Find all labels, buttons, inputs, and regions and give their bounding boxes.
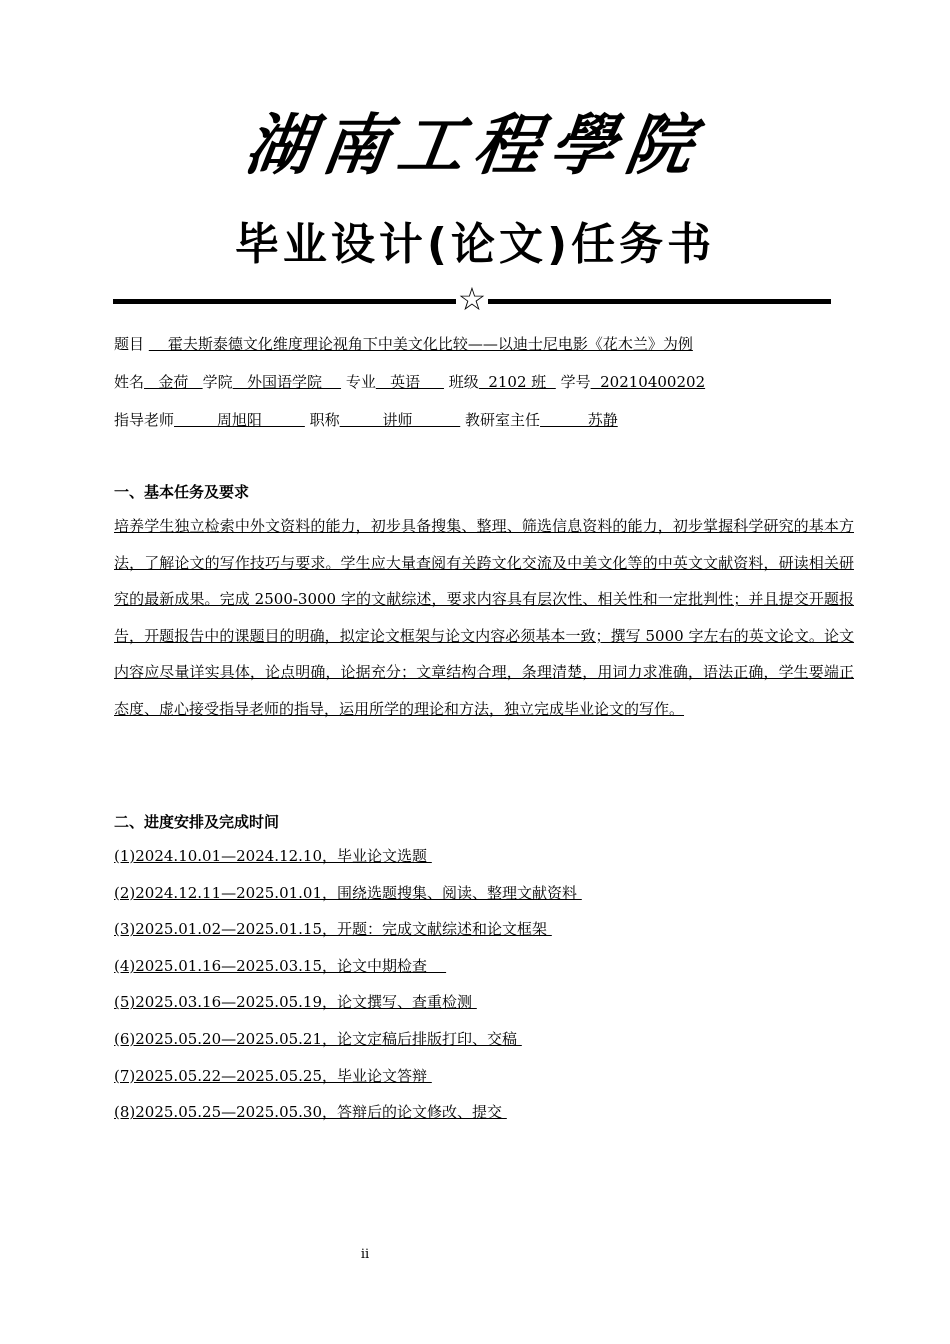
schedule-item: (5)2025.03.16—2025.05.19，论文撰写、查重检测 (114, 993, 477, 1012)
schedule-item: (1)2024.10.01—2024.12.10，毕业论文选题 (114, 847, 432, 865)
schedule-item: (6)2025.05.20—2025.05.21，论文定稿后排版打印、交稿 (114, 1029, 522, 1048)
star-icon: ☆ (457, 280, 487, 318)
section-heading-schedule: 二、进度安排及完成时间 (114, 813, 280, 831)
topic-label: 题目 (114, 335, 145, 353)
college-value: 外国语学院 (232, 373, 342, 391)
advisor-label: 指导老师 (114, 411, 175, 429)
advisor-name: 周旭阳 (174, 411, 305, 429)
schedule-item: (3)2025.01.02—2025.01.15，开题：完成文献综述和论文框架 (114, 920, 552, 939)
director-label: 教研室主任 (465, 411, 541, 429)
advisor-title-label: 职称 (309, 411, 340, 429)
title-divider (113, 280, 831, 318)
major-value: 英语 (375, 373, 444, 391)
student-id-label: 学号 (560, 373, 591, 391)
topic-value: 霍夫斯泰德文化维度理论视角下中美文化比较——以迪士尼电影《花木兰》为例 (148, 335, 693, 353)
advisor-line (114, 409, 618, 430)
schedule-item: (4)2025.01.16—2025.03.15，论文中期检查 (114, 956, 447, 975)
student-line (114, 371, 705, 392)
class-value: 2102 班 (478, 373, 556, 391)
document-title: 毕业设计(论文)任务书 (234, 219, 716, 270)
page-number: ii (360, 1247, 370, 1262)
schedule-item: (8)2025.05.25—2025.05.30，答辩后的论文修改、提交 (114, 1103, 507, 1122)
college-label: 学院 (202, 373, 233, 391)
director-name: 苏静 (540, 411, 618, 429)
divider-bar-left (113, 299, 456, 304)
major-label: 专业 (345, 373, 376, 391)
name-label: 姓名 (114, 373, 145, 391)
class-label: 班级 (448, 373, 479, 391)
schedule-list (114, 838, 582, 1131)
schedule-item: (7)2025.05.22—2025.05.25，毕业论文答辩 (114, 1066, 432, 1085)
divider-bar-right (488, 299, 831, 304)
student-id-value: 20210400202 (590, 373, 706, 391)
advisor-title: 讲师 (339, 411, 461, 429)
institution-logo: 湖南工程學院 (240, 106, 708, 184)
schedule-item: (2)2024.12.11—2025.01.01，围绕选题搜集、阅读、整理文献资料 (114, 883, 582, 902)
topic-line (114, 333, 693, 354)
section-heading-tasks: 一、基本任务及要求 (114, 483, 250, 501)
name-value: 金荷 (144, 373, 203, 391)
tasks-paragraph: 培养学生独立检索中外文资料的能力，初步具备搜集、整理、筛选信息资料的能力，初步掌握科学研究的基本方法，了解论文的写作技巧与要求。学生应大量查阅有关跨文化交流及中美文化等的中英文文献资料，研读相关研究的最新成果。完成 2500-3000 字的文献综述，要求内容具有层次性、相关性和一定批判性；并且提交开题报告，开题报告中的课题目的明确，拟定论文框架与论文内容必须基本一致；撰写 5000 字左右的英文论文。论文内容应尽量详实具体，论点明确，论据充分；文章结构合理，条理清楚，用词力求准确，语法正确，学生要端正态度、虚心接受指导老师的指导，运用所学的理论和方法，独立完成毕业论文的写作。 (114, 517, 854, 718)
